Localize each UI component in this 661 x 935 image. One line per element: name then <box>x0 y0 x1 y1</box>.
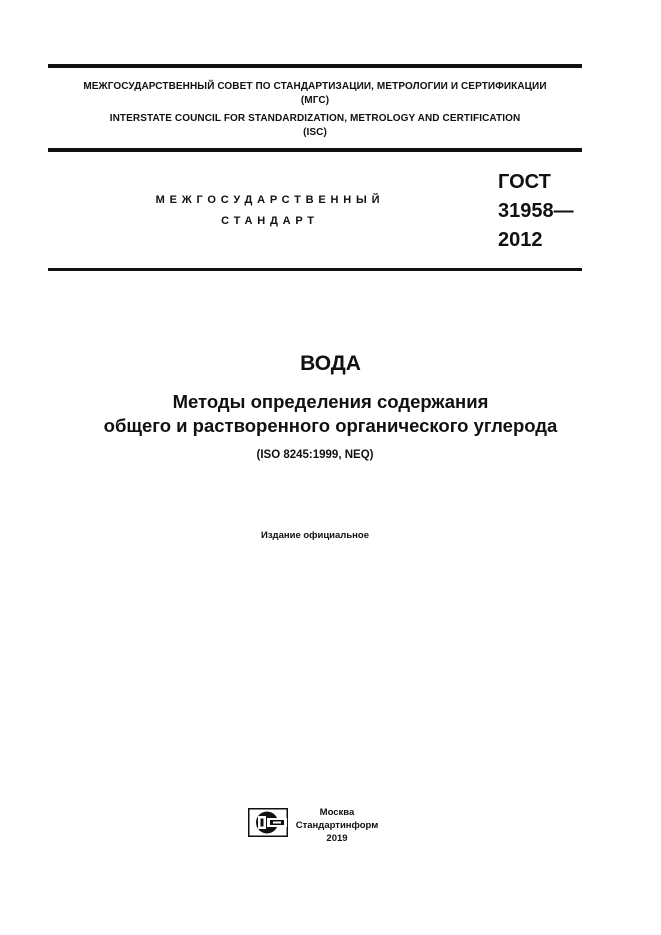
standartinform-logo-icon <box>248 808 288 837</box>
subtitle-line2: общего и растворенного органического углерода <box>103 415 558 436</box>
publisher-name: Стандартинформ <box>295 820 379 831</box>
document-title: ВОДА <box>300 352 361 375</box>
edition-note: Издание официальное <box>261 530 369 541</box>
publisher-city: Москва <box>319 807 355 818</box>
standard-type-line2: СТАНДАРТ <box>221 215 319 227</box>
designation-number: 31958— <box>498 200 574 222</box>
designation-year: 2012 <box>498 229 543 251</box>
standard-type-line1: МЕЖГОСУДАРСТВЕННЫЙ <box>155 194 385 206</box>
top-rule <box>48 64 582 68</box>
publisher-info <box>292 806 382 845</box>
header-bottom-rule <box>48 148 582 152</box>
standard-designation <box>498 168 574 255</box>
document-subtitle <box>0 390 661 438</box>
council-ru-name: МЕЖГОСУДАРСТВЕННЫЙ СОВЕТ ПО СТАНДАРТИЗАЦИИ, МЕТРОЛОГИИ И СЕРТИФИКАЦИИ <box>83 81 547 92</box>
iso-reference: (ISO 8245:1999, NEQ) <box>256 449 374 461</box>
council-en-block <box>48 112 582 140</box>
designation-prefix: ГОСТ <box>498 171 551 193</box>
council-ru-block <box>48 80 582 108</box>
council-ru-abbr: (МГС) <box>300 95 330 106</box>
standard-type <box>100 190 440 232</box>
designation-bottom-rule <box>48 268 582 271</box>
subtitle-line1: Методы определения содержания <box>172 391 489 412</box>
council-en-name: INTERSTATE COUNCIL FOR STANDARDIZATION, METROLOGY AND CERTIFICATION <box>109 113 521 124</box>
publisher-year: 2019 <box>326 833 348 844</box>
council-en-abbr: (ISC) <box>303 127 327 138</box>
